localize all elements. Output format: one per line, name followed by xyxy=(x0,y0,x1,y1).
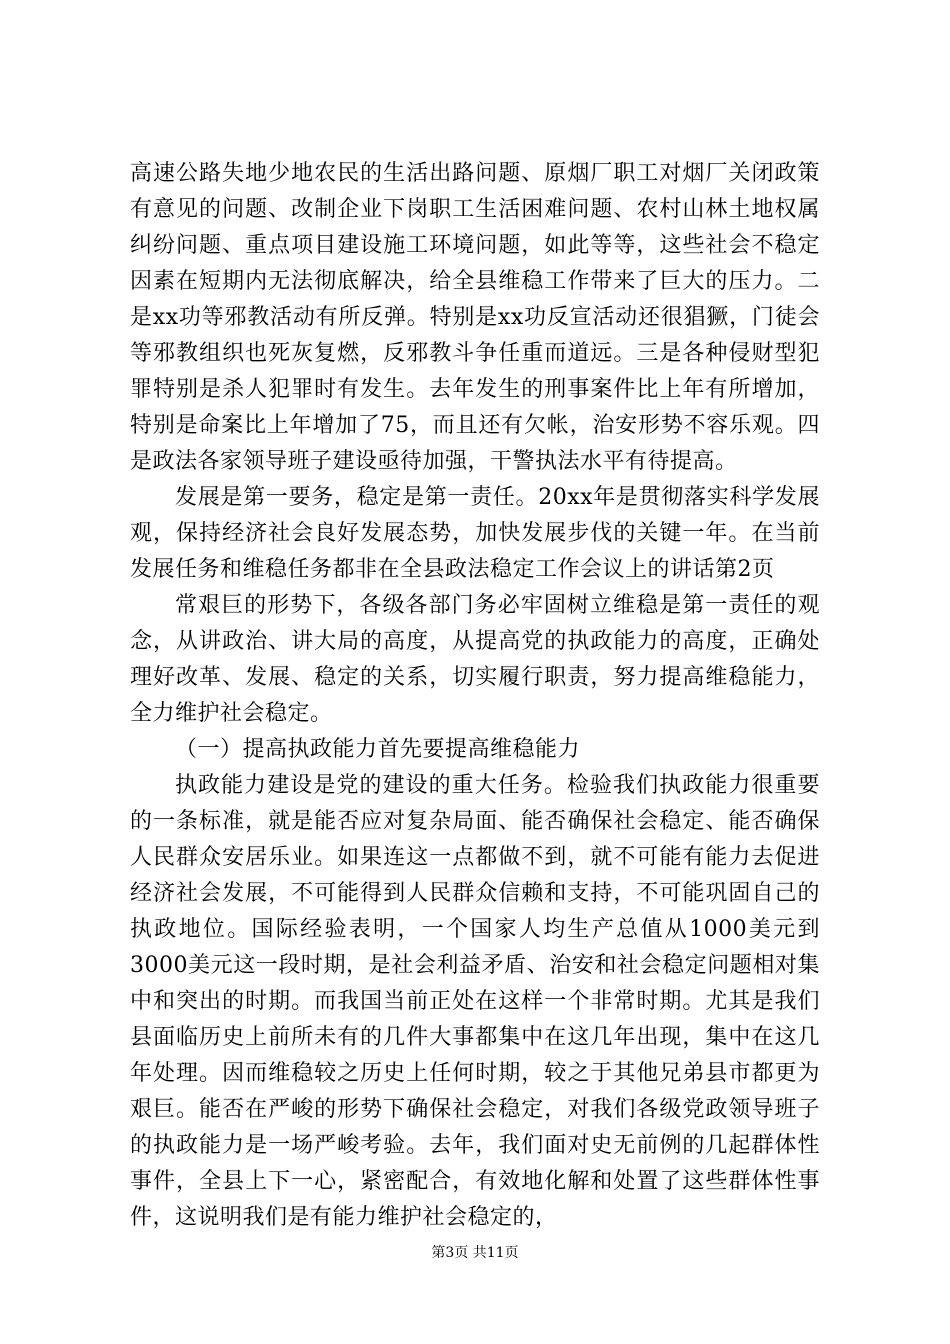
section-heading: （一）提高执政能力首先要提高维稳能力 xyxy=(175,737,581,762)
paragraph-1: 高速公路失地少地农民的生活出路问题、原烟厂职工对烟厂关闭政策有意见的问题、改制企业下岗职工生活困难问题、农村山林土地权属纠纷问题、重点项目建设施工环境问题，如此等等，这些社会不稳定因素在短期内无法彻底解决，给全县维稳工作带来了巨大的压力。二是xx功等邪教活动有所反弹。特别是xx功反宣活动还很猖獗，门徒会等邪教组织也死灰复燃，反邪教斗争任重而道远。三是各种侵财型犯罪特别是杀人犯罪时有发生。去年发生的刑事案件比上年有所增加，特别是命案比上年增加了75，而且还有欠帐，治安形势不容乐观。四是政法各家领导班子建设亟待加强，干警执法水平有待提高。 xyxy=(130,161,820,474)
paragraph-2: 发展是第一要务，稳定是第一责任。20xx年是贯彻落实科学发展观，保持经济社会良好发展态势，加快发展步伐的关键一年。在当前发展任务和维稳任务都非在全县政法稳定工作会议上的讲话第2页 xyxy=(130,485,820,582)
page-footer: 第3页 共11页 xyxy=(431,1245,519,1261)
document-body xyxy=(130,156,820,1236)
paragraph-3: 常艰巨的形势下，各级各部门务必牢固树立维稳是第一责任的观念，从讲政治、讲大局的高度，从提高党的执政能力的高度，正确处理好改革、发展、稳定的关系，切实履行职责，努力提高维稳能力，全力维护社会稳定。 xyxy=(130,593,820,726)
paragraph-5: 执政能力建设是党的建设的重大任务。检验我们执政能力很重要的一条标准，就是能否应对复杂局面、能否确保社会稳定、能否确保人民群众安居乐业。如果连这一点都做不到，就不可能有能力去促进经济社会发展，不可能得到人民群众信赖和支持，不可能巩固自己的执政地位。国际经验表明，一个国家人均生产总值从1000美元到3000美元这一段时期，是社会利益矛盾、治安和社会稳定问题相对集中和突出的时期。而我国当前正处在这样一个非常时期。尤其是我们县面临历史上前所未有的几件大事都集中在这几年出现，集中在这几年处理。因而维稳较之历史上任何时期，较之于其他兄弟县市都更为艰巨。能否在严峻的形势下确保社会稳定，对我们各级党政领导班子的执政能力是一场严峻考验。去年，我们面对史无前例的几起群体性事件，全县上下一心，紧密配合，有效地化解和处置了这些群体性事件，这说明我们是有能力维护社会稳定的， xyxy=(130,773,820,1230)
